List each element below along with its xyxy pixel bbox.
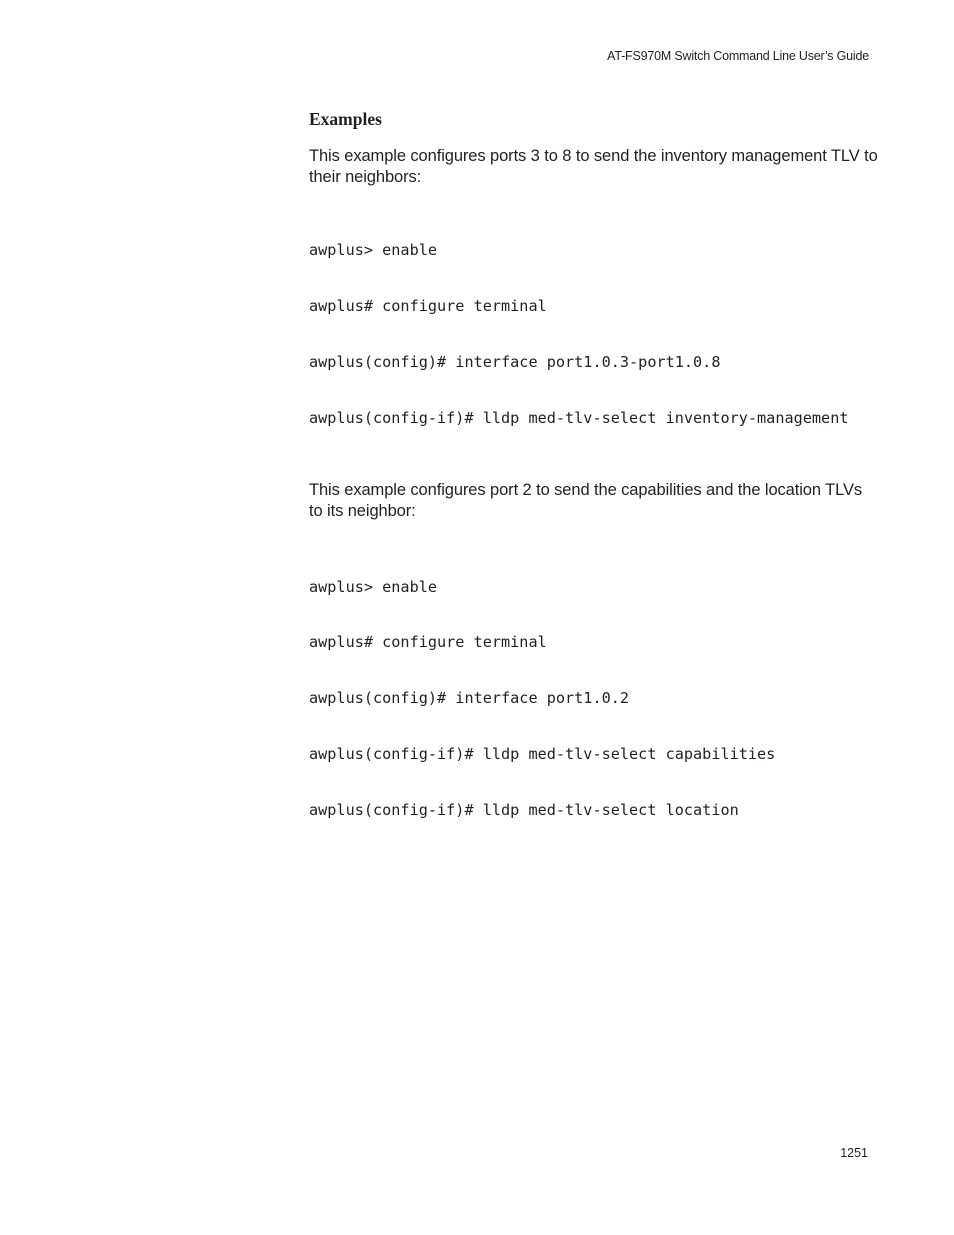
code-line: awplus> enable (309, 577, 438, 596)
code-line: awplus# configure terminal (309, 633, 547, 652)
section-heading: Examples (309, 109, 382, 129)
code-line: awplus(config-if)# lldp med-tlv-select location (309, 800, 739, 819)
page-content (309, 108, 879, 856)
example-description-2: This example configures port 2 to send the capabilities and the location TLVs to its neighbor: (309, 481, 863, 521)
code-line: awplus# configure terminal (309, 296, 547, 315)
code-line: awplus> enable (309, 241, 438, 260)
code-line: awplus(config-if)# lldp med-tlv-select capabilities (309, 744, 776, 763)
code-line: awplus(config-if)# lldp med-tlv-select inventory-management (309, 408, 849, 427)
running-header: AT-FS970M Switch Command Line User’s Guide (607, 49, 869, 63)
page-number: 1251 (840, 1146, 868, 1160)
code-line: awplus(config)# interface port1.0.2 (309, 689, 630, 708)
code-line: awplus(config)# interface port1.0.3-port1.0.8 (309, 352, 721, 371)
code-example-2 (309, 540, 879, 856)
example-description-1: This example configures ports 3 to 8 to send the inventory management TLV to their neighbors: (309, 147, 878, 186)
code-example-1 (309, 204, 879, 464)
